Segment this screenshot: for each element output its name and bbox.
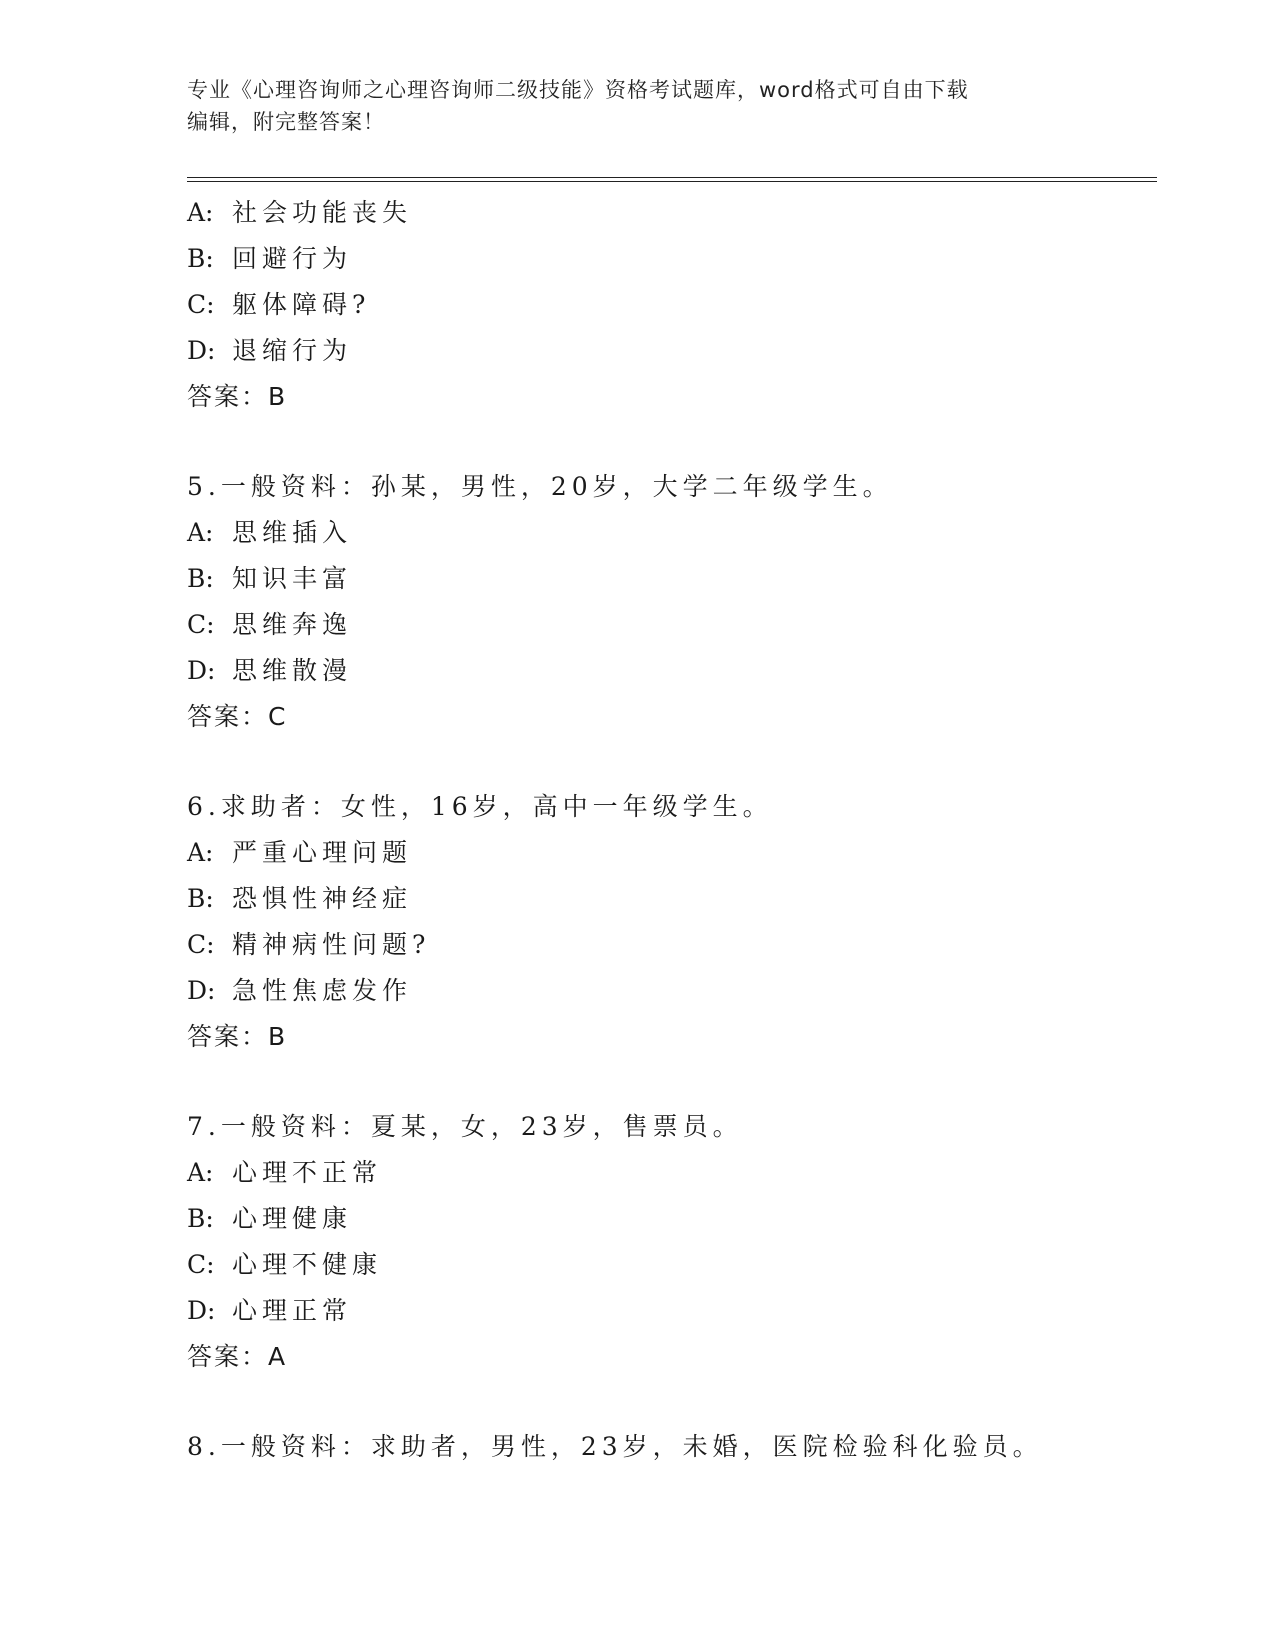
question-stem: 6.求助者：女性，16岁，高中一年级学生。	[187, 792, 773, 821]
option-text: 心理不健康	[232, 1250, 383, 1279]
option-b: B: 知识丰富	[187, 564, 353, 593]
answer-line: 答案：B	[187, 1022, 288, 1051]
option-c: C: 思维奔逸	[187, 610, 353, 639]
question-stem: 7.一般资料：夏某，女，23岁，售票员。	[187, 1112, 743, 1141]
option-text: 知识丰富	[232, 564, 353, 593]
option-text: 退缩行为	[232, 336, 353, 365]
option-a: A: 心理不正常	[187, 1158, 383, 1187]
option-c: C: 躯体障碍?	[187, 290, 371, 319]
question-5	[187, 464, 1157, 740]
option-text: 恐惧性神经症	[232, 884, 413, 913]
option-d: D: 急性焦虑发作	[187, 976, 413, 1005]
option-text: 心理健康	[232, 1204, 353, 1233]
option-c: C: 精神病性问题?	[187, 930, 431, 959]
answer-line: 答案：B	[187, 382, 288, 411]
question-list	[187, 190, 1157, 1470]
option-text: 躯体障碍?	[232, 290, 371, 319]
answer-line: 答案：C	[187, 702, 288, 731]
option-text: 思维插入	[232, 518, 353, 547]
option-c: C: 心理不健康	[187, 1250, 383, 1279]
option-b: B: 恐惧性神经症	[187, 884, 413, 913]
option-a: A: 严重心理问题	[187, 838, 413, 867]
header-line-1: 专业《心理咨询师之心理咨询师二级技能》资格考试题库，word格式可自由下载	[187, 78, 969, 102]
option-text: 急性焦虑发作	[232, 976, 413, 1005]
question-stem: 8.一般资料：求助者，男性，23岁，未婚，医院检验科化验员。	[187, 1432, 1043, 1461]
option-b: B: 回避行为	[187, 244, 353, 273]
option-b: B: 心理健康	[187, 1204, 353, 1233]
header-line-2: 编辑，附完整答案！	[187, 110, 385, 134]
option-a: A: 思维插入	[187, 518, 353, 547]
option-text: 心理正常	[232, 1296, 353, 1325]
header-divider-top	[187, 177, 1157, 178]
option-text: 社会功能丧失	[232, 198, 413, 227]
question-4	[187, 190, 1157, 420]
question-7	[187, 1104, 1157, 1380]
question-6	[187, 784, 1157, 1060]
option-text: 精神病性问题?	[232, 930, 431, 959]
option-d: D: 思维散漫	[187, 656, 353, 685]
option-text: 严重心理问题	[232, 838, 413, 867]
option-text: 思维奔逸	[232, 610, 353, 639]
option-text: 心理不正常	[232, 1158, 383, 1187]
question-stem: 5.一般资料：孙某，男性，20岁，大学二年级学生。	[187, 472, 893, 501]
option-d: D: 心理正常	[187, 1296, 353, 1325]
option-d: D: 退缩行为	[187, 336, 353, 365]
option-text: 回避行为	[232, 244, 353, 273]
option-a: A: 社会功能丧失	[187, 198, 413, 227]
header-divider-bottom	[187, 181, 1157, 182]
answer-line: 答案：A	[187, 1342, 288, 1371]
question-8	[187, 1424, 1157, 1470]
option-text: 思维散漫	[232, 656, 353, 685]
document-header	[187, 74, 1087, 138]
